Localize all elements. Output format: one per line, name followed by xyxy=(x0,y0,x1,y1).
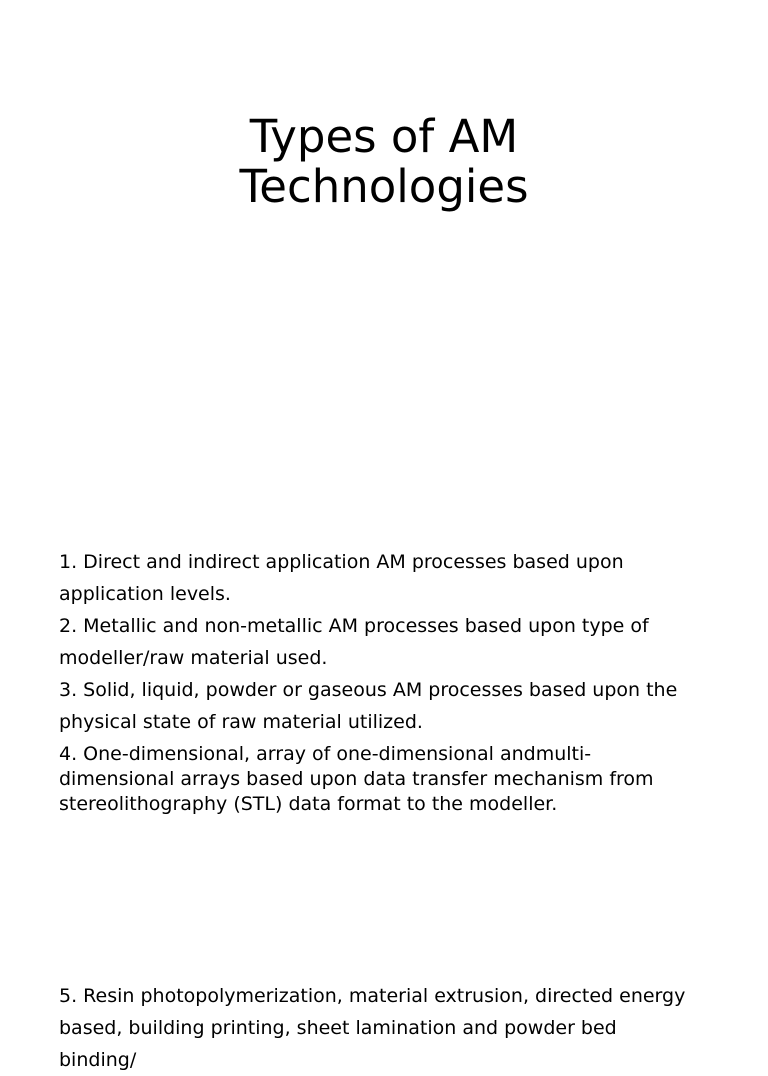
list-item: 3. Solid, liquid, powder or gaseous AM processes based upon the physical state of raw material utilized. xyxy=(59,679,678,733)
list-item-continued: 5. Resin photopolymerization, material extrusion, directed energy based, building printing, sheet lamination and powder bed binding/ xyxy=(59,985,686,1071)
list-item: 2. Metallic and non-metallic AM processes based upon type of modeller/raw material used. xyxy=(59,615,649,669)
title-line-2: Technologies xyxy=(239,160,529,213)
page-title xyxy=(0,112,768,212)
classification-list xyxy=(59,546,699,817)
list-item: 1. Direct and indirect application AM processes based upon application levels. xyxy=(59,551,624,605)
title-line-1: Types of AM xyxy=(249,110,519,163)
list-item: 4. One-dimensional, array of one-dimensional andmulti-dimensional arrays based upon data transfer mechanism from stereolithography (STL) data format to the modeller. xyxy=(59,743,654,815)
